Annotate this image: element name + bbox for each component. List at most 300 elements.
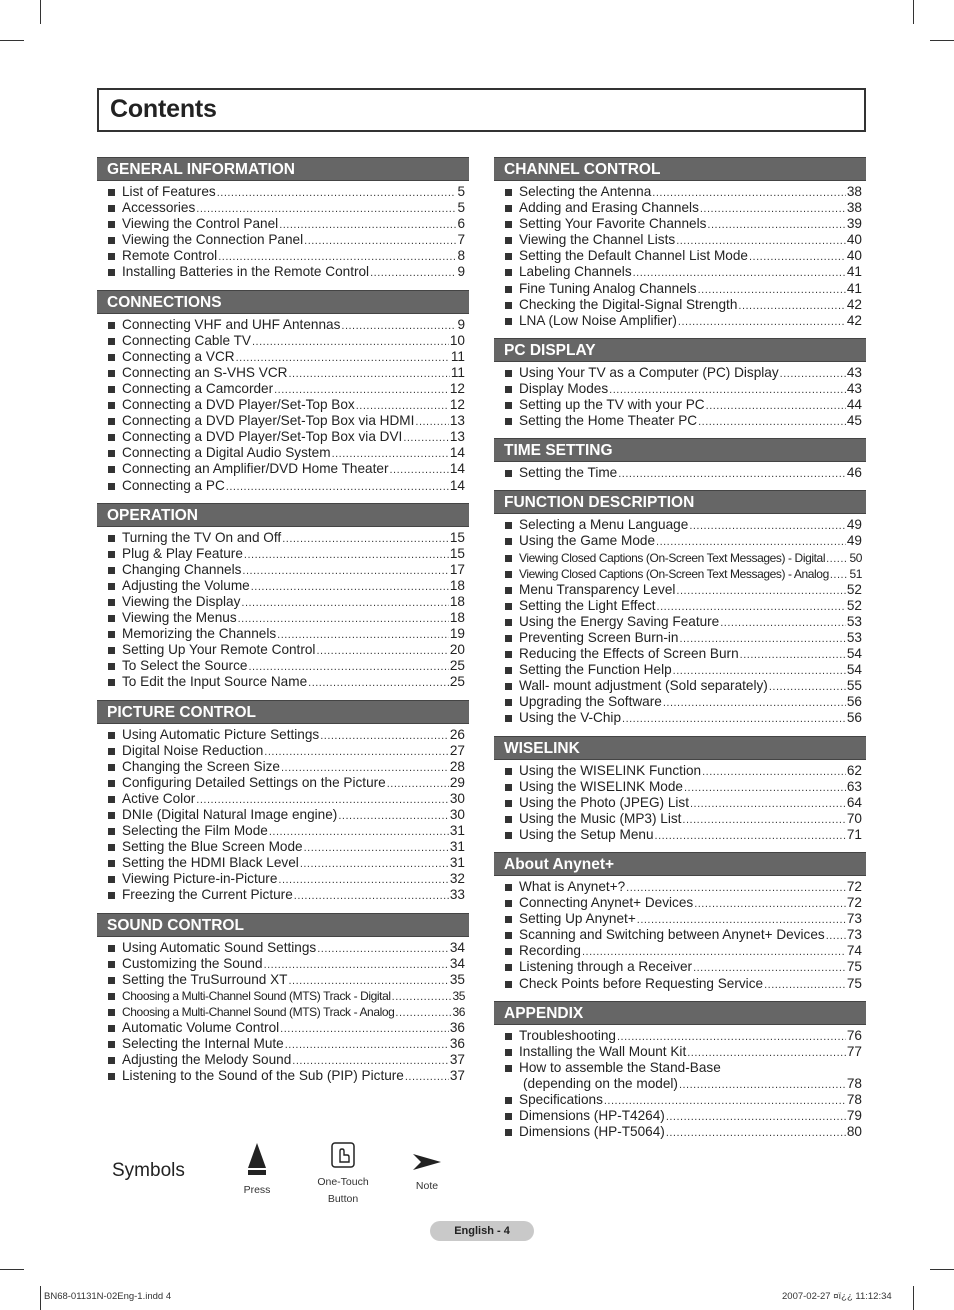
square-bullet-icon [108, 583, 115, 590]
toc-entry-title: Using Your TV as a Computer (PC) Display [519, 364, 779, 380]
toc-entry-page: 20 [449, 642, 465, 658]
toc-entry-title: Checking the Digital-Signal Strength [519, 296, 738, 312]
toc-entry [97, 562, 469, 578]
crop-mark [40, 0, 41, 24]
square-bullet-icon [505, 900, 512, 907]
toc-entry-page: 8 [457, 248, 465, 264]
toc-entry [494, 413, 866, 429]
dot-leader [304, 840, 449, 856]
dot-leader [780, 366, 846, 382]
section-heading: TIME SETTING [494, 438, 866, 462]
dot-leader [720, 615, 846, 631]
toc-entry-title: Changing Channels [122, 561, 242, 577]
toc-entry-title: Setting the Time [519, 465, 618, 481]
square-bullet-icon [108, 535, 115, 542]
square-bullet-icon [505, 189, 512, 196]
toc-entry [97, 956, 469, 972]
toc-entry-title: LNA (Low Noise Amplifier) [519, 312, 677, 328]
toc-entry-page: 31 [449, 823, 465, 839]
toc-entry-title: Upgrading the Software [519, 694, 662, 710]
toc-section [97, 700, 469, 904]
toc-entry-page: 31 [449, 839, 465, 855]
toc-entry [494, 281, 866, 297]
toc-section [494, 736, 866, 843]
toc-entry-page: 52 [846, 597, 862, 613]
toc-entry [494, 550, 866, 566]
toc-entry-page: 35 [452, 988, 465, 1003]
toc-entry [494, 465, 866, 481]
toc-entry-page: 42 [846, 312, 862, 328]
square-bullet-icon [108, 748, 115, 755]
crop-mark [913, 0, 914, 24]
toc-entry-page: 18 [449, 593, 465, 609]
toc-list [97, 937, 469, 1085]
toc-entry [494, 313, 866, 329]
toc-entry-page: 41 [846, 280, 862, 296]
toc-entry-title: Freezing the Current Picture [122, 887, 293, 903]
toc-entry-title: Viewing the Menus [122, 610, 237, 626]
toc-entry-title: Using the Music (MP3) List [519, 810, 682, 826]
toc-entry [494, 943, 866, 959]
toc-entry-page: 41 [846, 264, 862, 280]
dot-leader [673, 663, 846, 679]
square-bullet-icon [505, 402, 512, 409]
square-bullet-icon [108, 647, 115, 654]
toc-entry [97, 642, 469, 658]
toc-entry-title: Adjusting the Melody Sound [122, 1052, 292, 1068]
toc-entry [494, 710, 866, 726]
square-bullet-icon [108, 1057, 115, 1064]
toc-entry-title: Selecting the Film Mode [122, 823, 268, 839]
dot-leader [238, 611, 449, 627]
toc-entry-title: Connecting a PC [122, 477, 225, 493]
toc-entry-page: 73 [846, 911, 862, 927]
toc-entry-page: 53 [846, 613, 862, 629]
square-bullet-icon [108, 780, 115, 787]
dot-leader [617, 1029, 846, 1045]
toc-entry [97, 823, 469, 839]
toc-entry-page: 76 [846, 1027, 862, 1043]
toc-entry-title: Setting the Function Help [519, 662, 672, 678]
toc-entry-title: Using the Game Mode [519, 533, 656, 549]
square-bullet-icon [108, 205, 115, 212]
section-heading: PC DISPLAY [494, 338, 866, 362]
toc-entry [494, 959, 866, 975]
square-bullet-icon [505, 418, 512, 425]
toc-entry-title: Viewing Closed Captions (On-Screen Text Messages) - Digital [519, 550, 826, 565]
square-bullet-icon [505, 816, 512, 823]
toc-entry-title: List of Features [122, 184, 216, 199]
dot-leader [244, 547, 449, 563]
toc-entry [494, 1124, 866, 1140]
toc-entry-page: 5 [457, 200, 465, 216]
toc-entry-page: 74 [846, 943, 862, 959]
toc-entry-page: 49 [846, 533, 862, 549]
toc-entry [494, 879, 866, 895]
toc-entry-title: (depending on the model) [523, 1075, 678, 1091]
dot-leader [304, 233, 456, 249]
toc-entry-page: 13 [449, 413, 465, 429]
square-bullet-icon [505, 683, 512, 690]
toc-entry-page: 9 [457, 264, 465, 280]
dot-leader [236, 350, 450, 366]
toc-entry-title: Dimensions (HP-T5064) [519, 1124, 665, 1140]
dot-leader [338, 808, 449, 824]
dot-leader [656, 534, 846, 550]
square-bullet-icon [108, 977, 115, 984]
dot-leader [281, 760, 449, 776]
toc-entry-title: Connecting a DVD Player/Set-Top Box via HDMI [122, 413, 415, 429]
square-bullet-icon [505, 587, 512, 594]
dot-leader [415, 414, 448, 430]
square-bullet-icon [108, 269, 115, 276]
toc-entry-title: DNIe (Digital Natural Image engine) [122, 807, 338, 822]
toc-entry-title: Viewing Picture-in-Picture [122, 871, 278, 887]
toc-section [97, 503, 469, 691]
toc-entry [97, 855, 469, 871]
dot-leader [252, 334, 449, 350]
dot-leader [264, 744, 449, 760]
dot-leader [316, 643, 448, 659]
toc-entry-page: 75 [846, 959, 862, 975]
dot-leader [689, 518, 846, 534]
toc-entry [97, 775, 469, 791]
toc-entry-page: 78 [846, 1075, 862, 1091]
page-title: Contents [110, 95, 217, 123]
square-bullet-icon [108, 551, 115, 558]
symbols-label: Symbols [112, 1160, 185, 1181]
toc-entry-title: Selecting the Internal Mute [122, 1036, 284, 1052]
toc-entry-page: 37 [449, 1068, 465, 1084]
toc-entry [97, 610, 469, 626]
toc-entry-title: Connecting a DVD Player/Set-Top Box [122, 397, 355, 413]
dot-leader [387, 776, 449, 792]
dot-leader [693, 960, 846, 976]
note-label: Note [415, 1180, 439, 1192]
square-bullet-icon [505, 603, 512, 610]
toc-entry-title: Choosing a Multi-Channel Sound (MTS) Track - Analog [122, 1004, 395, 1019]
toc-entry-page: 46 [846, 465, 862, 481]
toc-entry-title: Setting Up Your Remote Control [122, 642, 316, 658]
toc-entry-page: 70 [846, 810, 862, 826]
square-bullet-icon [108, 1025, 115, 1032]
square-bullet-icon [108, 567, 115, 574]
square-bullet-icon [108, 860, 115, 867]
toc-entry-page: 5 [457, 184, 465, 199]
dot-leader [682, 812, 845, 828]
toc-entry-title: Selecting the Antenna [519, 184, 652, 199]
toc-entry-page: 25 [449, 658, 465, 674]
dot-leader [679, 631, 845, 647]
dot-leader [241, 595, 448, 611]
square-bullet-icon [108, 483, 115, 490]
toc-entry [494, 976, 866, 992]
toc-entry [97, 248, 469, 264]
dot-leader [341, 318, 456, 334]
toc-entry [494, 614, 866, 630]
square-bullet-icon [505, 667, 512, 674]
toc-entry-page: 43 [846, 364, 862, 380]
toc-section [97, 913, 469, 1085]
square-bullet-icon [108, 599, 115, 606]
toc-entry [97, 1052, 469, 1068]
square-bullet-icon [505, 800, 512, 807]
one-touch-label-2: Button [327, 1193, 359, 1205]
toc-entry [494, 533, 866, 549]
toc-entry-page: 78 [846, 1092, 862, 1108]
page-number-badge: English - 4 [430, 1221, 534, 1241]
toc-list [97, 724, 469, 904]
one-touch-symbol [310, 1142, 376, 1208]
square-bullet-icon [505, 619, 512, 626]
toc-entry-page: 43 [846, 380, 862, 396]
toc-entry-title: Reducing the Effects of Screen Burn [519, 646, 739, 662]
toc-entry-page: 36 [449, 1036, 465, 1052]
section-heading: About Anynet+ [494, 852, 866, 876]
toc-entry [494, 1076, 866, 1092]
square-bullet-icon [505, 205, 512, 212]
dot-leader [626, 880, 846, 896]
dot-leader [389, 462, 448, 478]
toc-entry-title: Viewing the Display [122, 593, 241, 609]
toc-entry-title: Dimensions (HP-T4264) [519, 1108, 665, 1124]
dot-leader [395, 1005, 451, 1021]
toc-entry-page: 35 [449, 971, 465, 987]
toc-entry-page: 12 [449, 380, 465, 396]
toc-entry [494, 1060, 866, 1076]
toc-entry-title: Connecting Cable TV [122, 332, 251, 348]
toc-section [494, 338, 866, 429]
square-bullet-icon [505, 784, 512, 791]
square-bullet-icon [108, 1041, 115, 1048]
toc-entry-page: 38 [846, 200, 862, 216]
one-touch-button-icon [331, 1142, 355, 1168]
dot-leader [684, 780, 846, 796]
toc-entry [97, 674, 469, 690]
square-bullet-icon [505, 1097, 512, 1104]
square-bullet-icon [108, 237, 115, 244]
toc-section [494, 1001, 866, 1141]
dot-leader [320, 728, 449, 744]
toc-entry-page: 38 [846, 184, 862, 199]
toc-entry-title: Troubleshooting [519, 1027, 616, 1043]
square-bullet-icon [505, 1065, 512, 1072]
square-bullet-icon [505, 1113, 512, 1120]
dot-leader [690, 796, 846, 812]
toc-entry [97, 478, 469, 494]
toc-entry-page: 75 [846, 975, 862, 991]
toc-entry-page: 11 [450, 348, 465, 364]
dot-leader [676, 583, 845, 599]
square-bullet-icon [108, 993, 115, 1000]
toc-entry [97, 743, 469, 759]
square-bullet-icon [505, 318, 512, 325]
toc-entry-page: 11 [450, 364, 465, 380]
dot-leader [392, 989, 452, 1005]
square-bullet-icon [505, 286, 512, 293]
toc-entry-page: 39 [846, 216, 862, 232]
toc-section [494, 852, 866, 992]
toc-entry [97, 184, 469, 200]
square-bullet-icon [505, 538, 512, 545]
toc-entry [97, 658, 469, 674]
dot-leader [288, 366, 449, 382]
dot-leader [830, 567, 849, 583]
toc-entry [97, 232, 469, 248]
dot-leader [666, 1109, 846, 1125]
toc-entry-title: Specifications [519, 1092, 603, 1108]
toc-entry-page: 79 [846, 1108, 862, 1124]
toc-entry [494, 1028, 866, 1044]
square-bullet-icon [108, 844, 115, 851]
toc-entry-title: Setting the Blue Screen Mode [122, 839, 303, 855]
dot-leader [356, 398, 449, 414]
press-icon [246, 1142, 268, 1176]
toc-list [494, 1025, 866, 1141]
toc-entry-page: 13 [449, 429, 465, 445]
toc-entry [494, 216, 866, 232]
toc-entry-title: Viewing the Control Panel [122, 216, 279, 232]
toc-entry [494, 827, 866, 843]
toc-entry-title: Preventing Screen Burn-in [519, 629, 679, 645]
toc-entry [494, 927, 866, 943]
square-bullet-icon [505, 555, 512, 562]
toc-entry-page: 12 [449, 397, 465, 413]
toc-entry-page: 17 [449, 561, 465, 577]
dot-leader [663, 695, 846, 711]
dot-leader [217, 185, 457, 201]
square-bullet-icon [505, 832, 512, 839]
toc-entry-title: Recording [519, 943, 581, 959]
toc-list [494, 462, 866, 481]
square-bullet-icon [108, 876, 115, 883]
section-heading: CHANNEL CONTROL [494, 157, 866, 181]
toc-entry [97, 988, 469, 1004]
dot-leader [749, 249, 846, 265]
toc-entry-title: Customizing the Sound [122, 955, 263, 971]
toc-entry-title: Adding and Erasing Channels [519, 200, 699, 216]
toc-entry-title: Configuring Detailed Settings on the Picture [122, 774, 386, 790]
toc-entry-title: Using the V-Chip [519, 710, 622, 726]
toc-entry-page: 54 [846, 662, 862, 678]
toc-entry [97, 264, 469, 280]
toc-entry [494, 662, 866, 678]
toc-entry [97, 1004, 469, 1020]
dot-leader [251, 579, 449, 595]
dot-leader [403, 430, 449, 446]
toc-entry-title: Setting Up Anynet+ [519, 911, 636, 927]
toc-entry-title: Accessories [122, 200, 196, 216]
section-heading: SOUND CONTROL [97, 913, 469, 937]
toc-section [494, 438, 866, 481]
toc-entry-title: Automatic Volume Control [122, 1020, 280, 1036]
toc-entry [494, 895, 866, 911]
dot-leader [292, 1053, 449, 1069]
dot-leader [274, 382, 449, 398]
dot-leader [657, 599, 846, 615]
toc-entry [97, 594, 469, 610]
toc-entry-title: Using the WISELINK Mode [519, 778, 683, 794]
toc-entry [494, 184, 866, 200]
crop-mark [913, 1286, 914, 1310]
dot-leader [609, 382, 846, 398]
toc-entry-page: 25 [449, 674, 465, 690]
toc-entry-page: 29 [449, 774, 465, 790]
toc-entry-title: Using Automatic Sound Settings [122, 939, 317, 955]
toc-entry-page: 28 [449, 758, 465, 774]
toc-entry [494, 232, 866, 248]
dot-leader [332, 446, 449, 462]
toc-entry-title: Setting the Default Channel List Mode [519, 248, 748, 264]
toc-entry-page: 18 [449, 577, 465, 593]
right-column [494, 157, 866, 1149]
toc-list [494, 181, 866, 329]
dot-leader [676, 233, 846, 249]
toc-entry-title: Labeling Channels [519, 264, 632, 280]
toc-entry [494, 381, 866, 397]
toc-entry-page: 53 [846, 629, 862, 645]
crop-mark [0, 1269, 24, 1270]
toc-entry-title: Selecting a Menu Language [519, 517, 689, 533]
dot-leader [300, 856, 449, 872]
press-label: Press [243, 1184, 271, 1196]
toc-entry-page: 51 [849, 566, 862, 581]
dot-leader [196, 792, 449, 808]
toc-entry-title: Connecting VHF and UHF Antennas [122, 316, 341, 332]
dot-leader [604, 1093, 846, 1109]
note-arrow-icon [412, 1152, 442, 1172]
dot-leader [242, 563, 448, 579]
square-bullet-icon [108, 354, 115, 361]
toc-section [494, 157, 866, 329]
toc-entry-page: 56 [846, 710, 862, 726]
toc-entry-page: 40 [846, 248, 862, 264]
toc-entry-title: Using the Energy Saving Feature [519, 613, 720, 629]
square-bullet-icon [505, 884, 512, 891]
toc-entry [97, 887, 469, 903]
square-bullet-icon [108, 631, 115, 638]
toc-entry-page: 62 [846, 762, 862, 778]
toc-entry-title: Display Modes [519, 380, 609, 396]
square-bullet-icon [108, 338, 115, 345]
toc-entry-title: Adjusting the Volume [122, 577, 250, 593]
toc-entry-title: Using the WISELINK Function [519, 762, 702, 778]
toc-entry-title: Setting the Light Effect [519, 597, 656, 613]
toc-entry-title: Connecting a VCR [122, 348, 235, 364]
toc-entry [494, 598, 866, 614]
toc-entry-title: Connecting an Amplifier/DVD Home Theater [122, 461, 389, 477]
toc-entry-page: 27 [449, 742, 465, 758]
toc-entry [97, 216, 469, 232]
toc-entry-title: Installing the Wall Mount Kit [519, 1043, 687, 1059]
dot-leader [637, 912, 846, 928]
dot-leader [687, 1045, 846, 1061]
toc-entry-title: Setting up the TV with your PC [519, 397, 705, 413]
square-bullet-icon [108, 450, 115, 457]
square-bullet-icon [108, 812, 115, 819]
square-bullet-icon [108, 402, 115, 409]
square-bullet-icon [505, 768, 512, 775]
toc-entry-page: 73 [846, 927, 862, 943]
toc-entry [97, 839, 469, 855]
toc-entry-title: Setting the Home Theater PC [519, 413, 698, 429]
toc-entry [494, 1108, 866, 1124]
square-bullet-icon [505, 269, 512, 276]
dot-leader [280, 1021, 449, 1037]
toc-entry-title: Viewing the Channel Lists [519, 232, 676, 248]
toc-entry-page: 64 [846, 794, 862, 810]
toc-entry-title: Using the Setup Menu [519, 826, 654, 842]
